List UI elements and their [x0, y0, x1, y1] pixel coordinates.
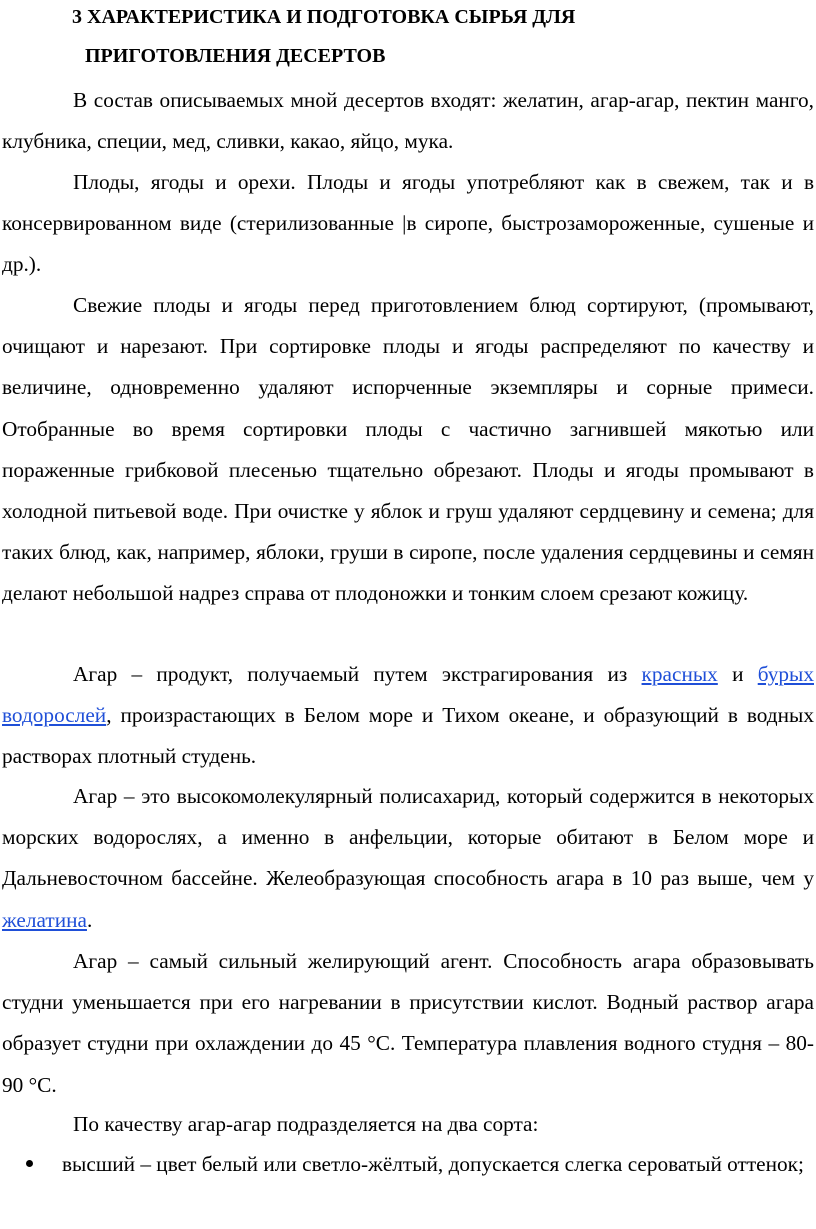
- link-brown-algae[interactable]: бурых водорослей: [2, 662, 814, 728]
- list-item-text: высший – цвет белый или светло-жёлтый, допускается слегка сероватый оттенок;: [62, 1152, 804, 1176]
- agar-def-text-mid: и: [717, 662, 758, 686]
- section-heading-line-2: ПРИГОТОВЛЕНИЯ ДЕСЕРТОВ: [85, 45, 386, 67]
- paragraph-fruits-berries: Плоды, ягоды и орехи. Плоды и ягоды употребляют как в свежем, так и в консервированном виде (стерилизованные |в сиропе, быстрозамороженные, сушеные и др.).: [2, 170, 814, 277]
- paragraph-agar-polysaccharide: [2, 776, 814, 941]
- link-gelatin[interactable]: желатина: [2, 907, 87, 932]
- section-heading-line-1: 3 ХАРАКТЕРИСТИКА И ПОДГОТОВКА СЫРЬЯ ДЛЯ: [72, 6, 576, 28]
- bullet-icon: [26, 1160, 33, 1167]
- paragraph-agar-grades: По качеству агар-агар подразделяется на два сорта:: [73, 1112, 539, 1136]
- agar-poly-text: Агар – это высокомолекулярный полисахарид, который содержится в некоторых морских водорослях, а именно в анфельции, которые обитают в Белом море и Дальневосточном бассейне. Желеобразующая способность агара в 10 раз выше, чем у: [2, 784, 814, 891]
- paragraph-agar-gelling: Агар – самый сильный желирующий агент. Способность агара образовывать студни уменьшается при его нагревании в присутствии кислот. Водный раствор агара образует студни при охлаждении до 45 °С. Температура плавления водного студня – 80-90 °С.: [2, 949, 814, 1097]
- agar-def-text-end: , произрастающих в Белом море и Тихом океане, и образующий в водных растворах плотный студень.: [2, 703, 814, 769]
- paragraph-ingredients: В состав описываемых мной десертов входят: желатин, агар-агар, пектин манго, клубника, специи, мед, сливки, какао, яйцо, мука.: [2, 88, 814, 154]
- paragraph-fresh-fruit-processing: Свежие плоды и ягоды перед приготовлением блюд сортируют, (промывают, очищают и нарезают. При сортировке плоды и ягоды распределяют по качеству и величине, одновременно удаляют испорченные экземпляры и сорные примеси. Отобранные во время сортировки плоды с частично загнившей мякотью или пораженные грибковой плесенью тщательно обрезают. Плоды и ягоды промывают в холодной питьевой воде. При очистке у яблок и груш удаляют сердцевину и семена; для таких блюд, как, например, яблоки, груши в сиропе, после удаления сердцевины и семян делают небольшой надрез справа от плодоножки и тонким слоем срезают кожицу.: [2, 293, 814, 606]
- agar-def-text-start: Агар – продукт, получаемый путем экстрагирования из: [73, 662, 642, 686]
- agar-poly-text-end: .: [86, 907, 93, 932]
- link-red-algae[interactable]: красных: [641, 662, 718, 686]
- paragraph-agar-definition: [2, 654, 814, 778]
